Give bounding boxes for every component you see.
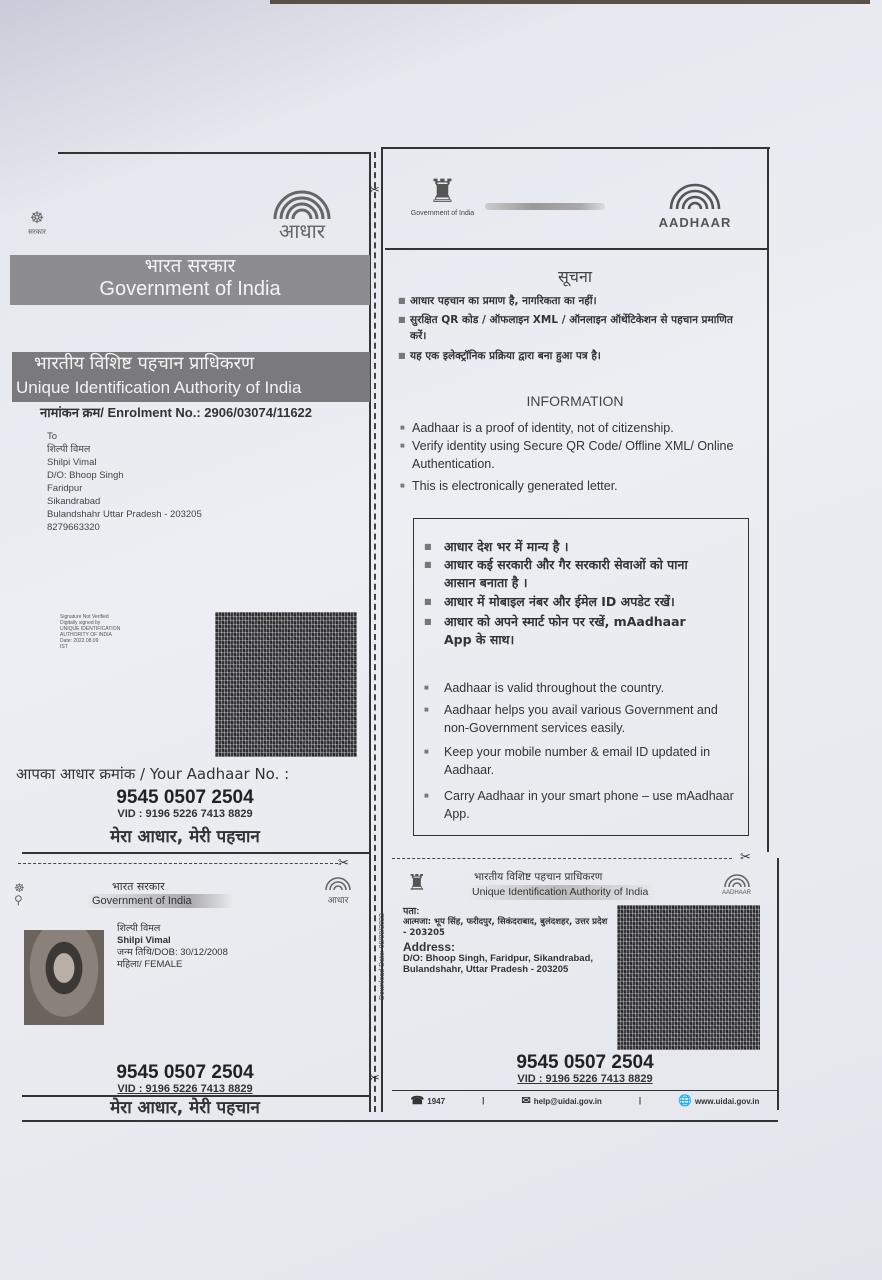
horizontal-cut-line [392,858,732,859]
digital-signature [60,614,135,650]
card-holder-info [117,923,228,971]
uidai-band-hindi: भारतीय विशिष्ट पहचान प्राधिकरण [34,353,254,374]
vid-number: VID : 9196 5226 7413 8829 [117,808,253,820]
fingerprint-icon [267,185,337,221]
footer-phone [411,1094,446,1107]
aadhaar-logo-text: आधार [327,895,349,905]
card-vid-number: VID : 9196 5226 7413 8829 [517,1073,653,1085]
divider [22,1095,370,1097]
header-divider [385,248,767,250]
download-date: Download Date: 09/08/2022 [379,913,386,1000]
notice-item-hindi: ■ सुरक्षित QR कोड / ऑफलाइन XML / ऑनलाइन ऑथेंटिकेशन से पहचान प्रमाणित करें। [398,312,738,344]
card-aadhaar-number: 9545 0507 2504 [516,1052,654,1073]
your-aadhaar-label: आपका आधार क्रमांक / Your Aadhaar No. : [16,765,290,783]
card-slogan: मेरा आधार, मेरी पहचान [110,1098,260,1118]
separator: | [638,1096,642,1105]
separator: | [482,1096,485,1105]
qr-code [617,905,760,1050]
emblem-icon: ♜ [428,173,457,209]
aadhaar-logo-text: AADHAAR [658,215,732,230]
gov-small-logo [22,208,52,237]
emblem-icon: ☸ ⚲ [14,881,25,907]
fingerprint-icon [665,180,725,210]
horizontal-cut-line [18,863,338,864]
small-logo-label: सरकार [28,229,46,236]
holder-gender: महिला/ FEMALE [117,959,183,970]
notice-item-hindi: ■ यह एक इलेक्ट्रॉनिक प्रक्रिया द्वारा बना हुआ पत्र है। [398,348,763,364]
box-item: ■ Aadhaar is valid throughout the country. [414,679,744,697]
address-line: To [47,431,58,442]
national-emblem [405,172,480,217]
signature-line: AUTHORITY OF INDIA [60,632,112,638]
address-line: 8279663320 [47,522,100,533]
background-strip [270,0,870,4]
fingerprint-icon [722,872,752,888]
signature-line: Date: 2022.08.09 [60,638,99,644]
recipient-address [47,430,202,534]
slogan: मेरा आधार, मेरी पहचान [110,827,260,847]
info-item: ■ Verify identity using Secure QR Code/ Offline XML/ Online Authentication. [400,437,765,473]
mail-icon: ✉ [521,1095,531,1107]
fingerprint-icon [323,875,353,891]
emblem-icon: ♜ [407,870,427,895]
signature-line: Digitally signed by [60,620,101,626]
address-line: Faridpur [47,483,83,494]
holder-photo [24,930,104,1025]
card-gov-hindi: भारत सरकार [112,880,165,893]
scissor-icon: ✂ [369,1070,380,1085]
phone-icon: ☎ [410,1095,425,1107]
address-line: Shilpi Vimal [47,457,97,468]
holder-name-hindi: शिल्पी विमल [117,923,161,934]
box-item: ■ Carry Aadhaar in your smart phone – use mAadhaar App. [414,787,734,823]
gov-band-hindi: भारत सरकार [144,255,236,277]
notice-title-hindi: सूचना [557,267,592,286]
uidai-band-english: Unique Identification Authority of India [16,378,302,397]
emblem-label: Government of India [410,210,475,217]
holder-dob: जन्म तिथि/DOB: 30/12/2008 [117,947,228,958]
signature-line: IST [60,644,68,650]
aadhaar-logo-text: AADHAAR [721,890,751,896]
address-line: शिल्पी विमल [47,444,91,455]
frame-top-left [58,152,370,154]
card-address [403,906,613,975]
aadhaar-logo [655,180,735,230]
card-uidai-hindi: भारतीय विशिष्ट पहचान प्राधिकरण [474,871,603,883]
box-item: ■ Aadhaar helps you avail various Government and non-Government services easily. [414,701,734,737]
email-address: help@uidai.gov.in [533,1097,602,1106]
address-hindi: आत्मजा: भूप सिंह, फरीदपुर, सिकंदराबाद, बुलंदशहर, उत्तर प्रदेश - 203205 [403,917,608,938]
footer-website [678,1094,759,1107]
box-item-hindi: ■ आधार देश भर में मान्य है । [414,538,734,556]
address-label-english: Address: [403,940,456,954]
notice-item-hindi: ■ आधार पहचान का प्रमाण है, नागरिकता का नहीं। [398,293,763,309]
uidai-band [12,352,370,402]
qr-code [215,612,357,757]
card-vid-number: VID : 9196 5226 7413 8829 [117,1083,253,1095]
website-url: www.uidai.gov.in [694,1097,760,1106]
scissor-icon: ✂ [369,182,380,197]
footer-email [521,1094,601,1107]
card-right-border [777,858,779,1110]
box-item: ■ Keep your mobile number & email ID updated in Aadhaar. [414,743,734,779]
phone-number: 1947 [427,1097,446,1106]
frame-right [767,147,769,852]
signature-line: UNIQUE IDENTIFICATION [60,626,121,632]
card-gov-english: Government of India [88,894,232,908]
scissor-icon: ✂ [740,849,751,864]
aadhaar-logo-small [318,875,358,906]
box-item-hindi: ■ आधार को अपने स्मार्ट फोन पर रखें, mAadhaar App के साथ। [414,613,714,649]
gov-band-english: Government of India [99,278,281,300]
address-line: D/O: Bhoop Singh [47,470,124,481]
enrolment-number: नामांकन क्रम/ Enrolment No.: 2906/03074/11622 [40,405,313,420]
scissor-icon: ✂ [338,855,349,870]
address-label-hindi: पता: [403,906,420,917]
bottom-border [22,1120,778,1122]
gov-band [10,255,370,305]
signature-line: Signature Not Verified [60,614,109,620]
aadhaar-logo-small [714,872,759,896]
card-uidai-header [470,870,654,900]
box-item-hindi: ■ आधार कई सरकारी और गैर सरकारी सेवाओं को पाना आसान बनाता है । [414,556,714,592]
card-uidai-english: Unique Identification Authority of India [470,885,654,900]
frame-top-right [382,147,770,149]
card-footer [392,1090,778,1110]
aadhaar-logo-text: आधार [278,219,326,243]
vertical-cut-dashes [374,152,376,1112]
info-item: ■ This is electronically generated letter. [400,477,765,495]
emblem-icon: ☸ [29,210,45,227]
info-item: ■ Aadhaar is a proof of identity, not of citizenship. [400,419,765,437]
aadhaar-logo [262,185,342,245]
box-item-hindi: ■ आधार में मोबाइल नंबर और ईमेल ID अपडेट रखें। [414,593,744,611]
address-english: D/O: Bhoop Singh, Faridpur, Sikandrabad, Bulandshahr, Uttar Pradesh - 203205 [403,953,594,975]
info-title: INFORMATION [526,393,624,409]
divider [22,852,370,854]
card-gov-header [92,880,232,908]
aadhaar-number: 9545 0507 2504 [116,787,254,808]
address-line: Bulandshahr Uttar Pradesh - 203205 [47,509,202,520]
card-aadhaar-number: 9545 0507 2504 [116,1062,254,1083]
holder-name: Shilpi Vimal [117,935,171,946]
globe-icon: 🌐 [678,1095,692,1107]
redacted-smudge [485,203,605,210]
address-line: Sikandrabad [47,496,101,507]
